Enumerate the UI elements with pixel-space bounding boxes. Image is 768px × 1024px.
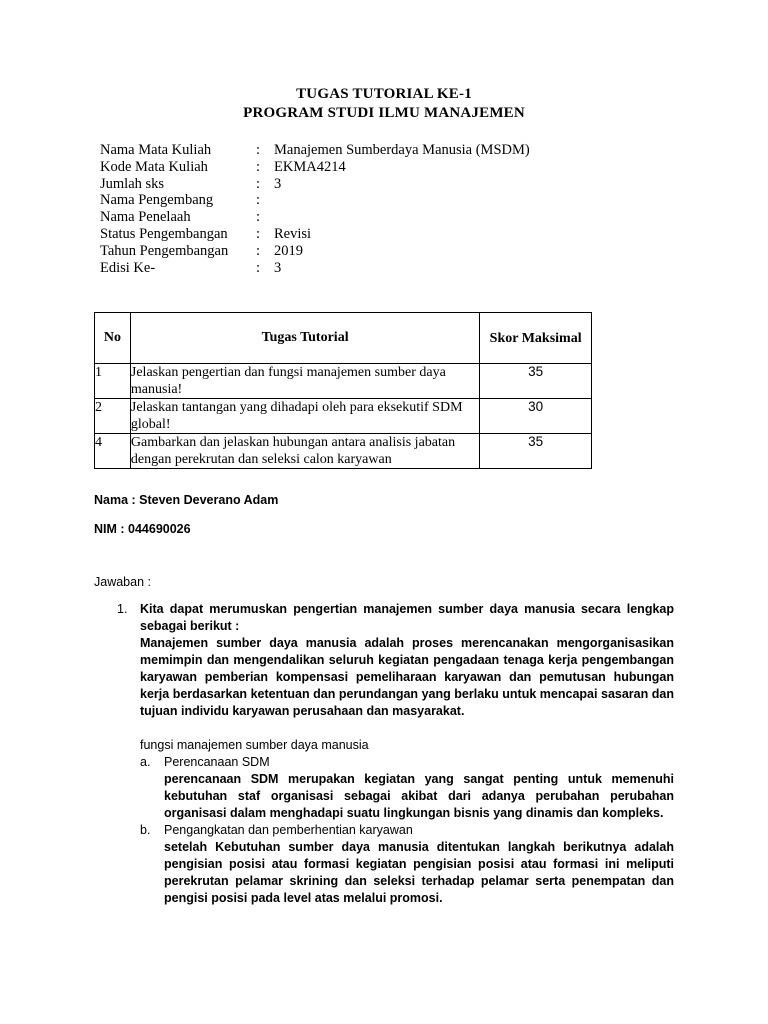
function-heading: Pengangkatan dan pemberhentian karyawan bbox=[164, 823, 413, 837]
student-name: Nama : Steven Deverano Adam bbox=[94, 493, 279, 507]
info-label: Nama Pengembang bbox=[100, 192, 214, 209]
answer-intro: Kita dapat merumuskan pengertian manajemen sumber daya manusia secara lengkap sebagai berikut : bbox=[140, 602, 674, 633]
task-text: Gambarkan dan jelaskan hubungan antara analisis jabatan dengan perekrutan dan seleksi calon karyawan bbox=[130, 434, 479, 469]
info-value: 3 bbox=[274, 259, 282, 276]
info-colon: : bbox=[256, 175, 261, 192]
task-number: 2 bbox=[95, 399, 131, 434]
student-nim: NIM : 044690026 bbox=[94, 522, 191, 536]
task-score: 30 bbox=[480, 399, 592, 434]
task-table bbox=[94, 312, 592, 469]
table-row bbox=[95, 364, 592, 399]
function-item bbox=[140, 822, 674, 907]
info-colon: : bbox=[256, 142, 261, 158]
answer-definition: Manajemen sumber daya manusia adalah proses merencanakan mengorganisasikan memimpin dan mengendalikan seluruh kegiatan pengadaan tenaga kerja pengembangan karyawan pemberian kompensasi pemeliharaan karyawan dan pemutusan hubungan kerja berdasarkan ketentuan dan perundangan yang berlaku untuk mencapai sasaran dan tujuan individu karyawan perusahaan dan masyarakat. bbox=[140, 636, 674, 718]
header-no: No bbox=[95, 313, 131, 364]
info-label: Edisi Ke- bbox=[100, 259, 156, 276]
info-colon: : bbox=[256, 209, 261, 226]
info-value: 2019 bbox=[274, 242, 303, 259]
answer-body bbox=[140, 601, 674, 907]
info-label: Nama Mata Kuliah bbox=[100, 142, 212, 158]
info-label: Tahun Pengembangan bbox=[100, 242, 229, 259]
info-colon: : bbox=[256, 259, 261, 276]
info-colon: : bbox=[256, 158, 261, 175]
document-subtitle: PROGRAM STUDI ILMU MANAJEMEN bbox=[243, 105, 525, 121]
info-colon: : bbox=[256, 225, 261, 242]
info-label: Jumlah sks bbox=[100, 175, 165, 192]
functions-title: fungsi manajemen sumber daya manusia bbox=[140, 738, 369, 752]
info-value: Manajemen Sumberdaya Manusia (MSDM) bbox=[274, 142, 530, 158]
table-header-row bbox=[95, 313, 592, 364]
table-row bbox=[95, 399, 592, 434]
info-label: Nama Penelaah bbox=[100, 209, 191, 226]
task-number: 1 bbox=[95, 364, 131, 399]
function-text: perencanaan SDM merupakan kegiatan yang sangat penting untuk memenuhi kebutuhan staf organisasi sebagai akibat dari adanya perubahan perubahan organisasi dalam menghadapi suatu lingkungan bisnis yang dinamis dan kompleks. bbox=[164, 772, 674, 820]
document-title: TUGAS TUTORIAL KE-1 bbox=[296, 86, 472, 102]
info-label: Kode Mata Kuliah bbox=[100, 158, 208, 175]
info-value: Revisi bbox=[274, 225, 312, 242]
function-heading: Perencanaan SDM bbox=[164, 755, 270, 769]
info-value: 3 bbox=[274, 175, 282, 192]
answer-number: 1. bbox=[117, 602, 128, 616]
table-row bbox=[95, 434, 592, 469]
answer-label: Jawaban : bbox=[94, 575, 151, 589]
info-colon: : bbox=[256, 242, 261, 259]
task-score: 35 bbox=[480, 364, 592, 399]
function-item bbox=[140, 754, 674, 822]
task-text: Jelaskan pengertian dan fungsi manajemen sumber daya manusia! bbox=[130, 364, 479, 399]
task-number: 4 bbox=[95, 434, 131, 469]
header-task: Tugas Tutorial bbox=[130, 313, 479, 364]
info-value: EKMA4214 bbox=[274, 158, 346, 175]
task-text: Jelaskan tantangan yang dihadapi oleh para eksekutif SDM global! bbox=[130, 399, 479, 434]
header-score: Skor Maksimal bbox=[480, 313, 592, 364]
function-letter: a. bbox=[140, 755, 151, 769]
info-label: Status Pengembangan bbox=[100, 225, 228, 242]
task-score: 35 bbox=[480, 434, 592, 469]
function-letter: b. bbox=[140, 823, 151, 837]
info-colon: : bbox=[256, 192, 261, 209]
function-text: setelah Kebutuhan sumber daya manusia ditentukan langkah berikutnya adalah pengisian posisi atau formasi kegiatan pengisian posisi atau formasi ini meliputi perekrutan pelamar skrining dan seleksi terhadap pelamar serta penempatan dan pengisi posisi pada level atas melalui promosi. bbox=[164, 840, 674, 905]
spacer bbox=[140, 720, 674, 737]
